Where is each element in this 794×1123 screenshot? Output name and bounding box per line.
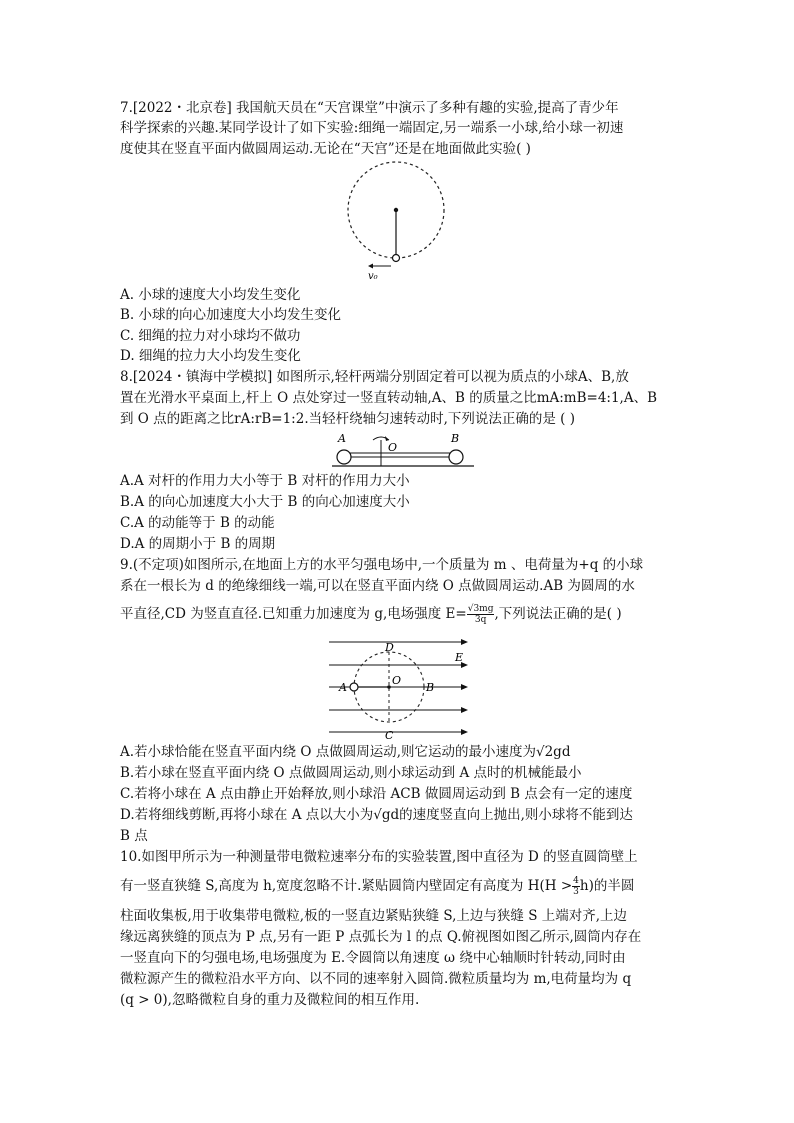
- q10-line2: [120, 876, 634, 897]
- q9-line2: 系在一根长为 d 的绝缘细线一端,可以在竖直平面内绕 O 点做圆周运动.AB 为圆周的水: [120, 578, 635, 594]
- q9-label-c: C: [385, 729, 394, 740]
- q10-line7: (q > 0),忽略微粒自身的重力及微粒间的相互作用.: [120, 992, 420, 1008]
- q8-line2: 置在光滑水平桌面上,杆上 O 点处穿过一竖直转动轴,A、B 的质量之比mA:mB=4:1,A、B: [120, 390, 658, 406]
- q9-label-b: B: [426, 681, 435, 694]
- q7-option-a: A. 小球的速度大小均发生变化: [120, 287, 301, 303]
- q7-arrowhead-icon: [368, 264, 373, 269]
- q9-center-point: [387, 685, 391, 689]
- q8-option-d: D.A 的周期小于 B 的周期: [120, 536, 276, 552]
- q7-option-c: C. 细绳的拉力对小球均不做功: [120, 328, 301, 344]
- q10-line1: 10.如图甲所示为一种测量带电微粒速率分布的实验装置,图中直径为 D 的竖直圆筒壁上: [120, 849, 638, 865]
- q8-option-b: B.A 的向心加速度大小大于 B 的向心加速度大小: [120, 494, 410, 510]
- q10-condition-pre: H >: [544, 878, 573, 894]
- q10-condition: (H > $\frac{4}{3}$ h): [539, 876, 594, 897]
- q8-line1: 8.[2024・镇海中学模拟] 如图所示,轻杆两端分别固定着可以视为质点的小球A、B,放: [120, 369, 629, 385]
- q10-condition-post: h: [579, 878, 589, 894]
- q10-fraction-denominator: 3: [573, 887, 579, 897]
- q9-label-o: O: [392, 674, 402, 687]
- q8-label-o: O: [388, 441, 398, 454]
- q9-option-b: B.若小球在竖直平面内绕 O 点做圆周运动,则小球运动到 A 点时的机械能最小: [120, 765, 582, 781]
- q10-line4: 缘远离狭缝的顶点为 P 点,另有一距 P 点弧长为 l 的点 Q.俯视图如图乙所示,圆筒内存在: [120, 929, 642, 945]
- q9-line1: 9.(不定项)如图所示,在地面上方的水平匀强电场中,一个质量为 m 、电荷量为+q 的小球: [120, 557, 644, 573]
- q10-condition-fraction: [572, 876, 580, 897]
- q9-option-d: D.若将细线剪断,再将小球在 A 点以大小为√gd的速度竖直向上抛出,则小球将不能到达: [120, 807, 633, 823]
- q9-line3-end: ,下列说法正确的是( ): [494, 606, 622, 622]
- q9-option-c: C.若将小球在 A 点由静止开始释放,则小球沿 ACB 做圆周运动到 B 点会有一定的速度: [120, 786, 633, 802]
- q7-option-b: B. 小球的向心加速度大小均发生变化: [120, 307, 342, 323]
- q8-label-b: B: [451, 432, 460, 445]
- q7-line1: 7.[2022・北京卷] 我国航天员在“天宫课堂”中演示了多种有趣的实验,提高了青少年: [120, 100, 619, 116]
- q8-ball-b: [449, 450, 463, 464]
- q8-option-a: A.A 对杆的作用力大小等于 B 对杆的作用力大小: [120, 473, 410, 489]
- q7-line2: 科学探索的兴趣.某同学设计了如下实验:细绳一端固定,另一端系一小球,给小球一初速: [120, 120, 624, 136]
- q8-ball-a: [337, 450, 351, 464]
- q7-ball: [393, 255, 400, 262]
- q9-option-a: A.若小球恰能在竖直平面内绕 O 点做圆周运动,则它运动的最小速度为√2gd: [120, 744, 571, 760]
- q8-rod: [348, 453, 456, 457]
- q9-label-a: A: [339, 681, 347, 694]
- q10-line6: 微粒源产生的微粒沿水平方向、以不同的速率射入圆筒.微粒质量均为 m,电荷量均为 q: [120, 971, 632, 987]
- q10-line3: 柱面收集板,用于收集带电微粒,板的一竖直边紧贴狭缝 S,上边与狭缝 S 上端对齐,上边: [120, 908, 628, 924]
- q9-field-lines: [329, 642, 465, 732]
- q8-line3: 到 O 点的距离之比rA:rB=1:2.当轻杆绕轴匀速转动时,下列说法正确的是 ( ): [120, 411, 576, 427]
- q7-line3: 度使其在竖直平面内做圆周运动.无论在“天宫”还是在地面做此实验( ): [120, 141, 531, 157]
- q8-option-c: C.A 的动能等于 B 的动能: [120, 515, 275, 531]
- q10-line2-start: 有一竖直狭缝 S,高度为 h,宽度忽略不计.紧贴圆筒内壁固定有高度为 H: [120, 878, 540, 894]
- q9-label-d: D: [385, 641, 394, 654]
- q9-ball: [350, 683, 358, 691]
- q9-figure: [325, 636, 475, 740]
- q10-line5: 一竖直向下的匀强电场,电场强度为 E.令圆筒以角速度 ω 绕中心轴顺时针转动,同时由: [120, 950, 626, 966]
- q10-line2-end: 的半圆: [593, 878, 635, 894]
- q7-figure: [340, 158, 452, 282]
- q9-line3-start: 平直径,CD 为竖直直径.已知重力加速度为 g,电场强度 E=: [120, 606, 467, 622]
- q8-label-a: A: [338, 432, 346, 445]
- q10-fraction-numerator: 4: [573, 876, 579, 886]
- q9-field-fraction: [467, 604, 495, 625]
- q9-option-d-continued: B 点: [120, 828, 148, 844]
- q9-label-e: E: [455, 651, 464, 664]
- q9-fraction-denominator: 3q: [474, 615, 487, 625]
- q9-line3: [120, 604, 622, 625]
- q7-option-d: D. 细绳的拉力大小均发生变化: [120, 348, 301, 364]
- q7-v0-label: v₀: [368, 271, 378, 282]
- q9-fraction-numerator: √3mg: [467, 604, 494, 614]
- q8-figure: [328, 430, 478, 468]
